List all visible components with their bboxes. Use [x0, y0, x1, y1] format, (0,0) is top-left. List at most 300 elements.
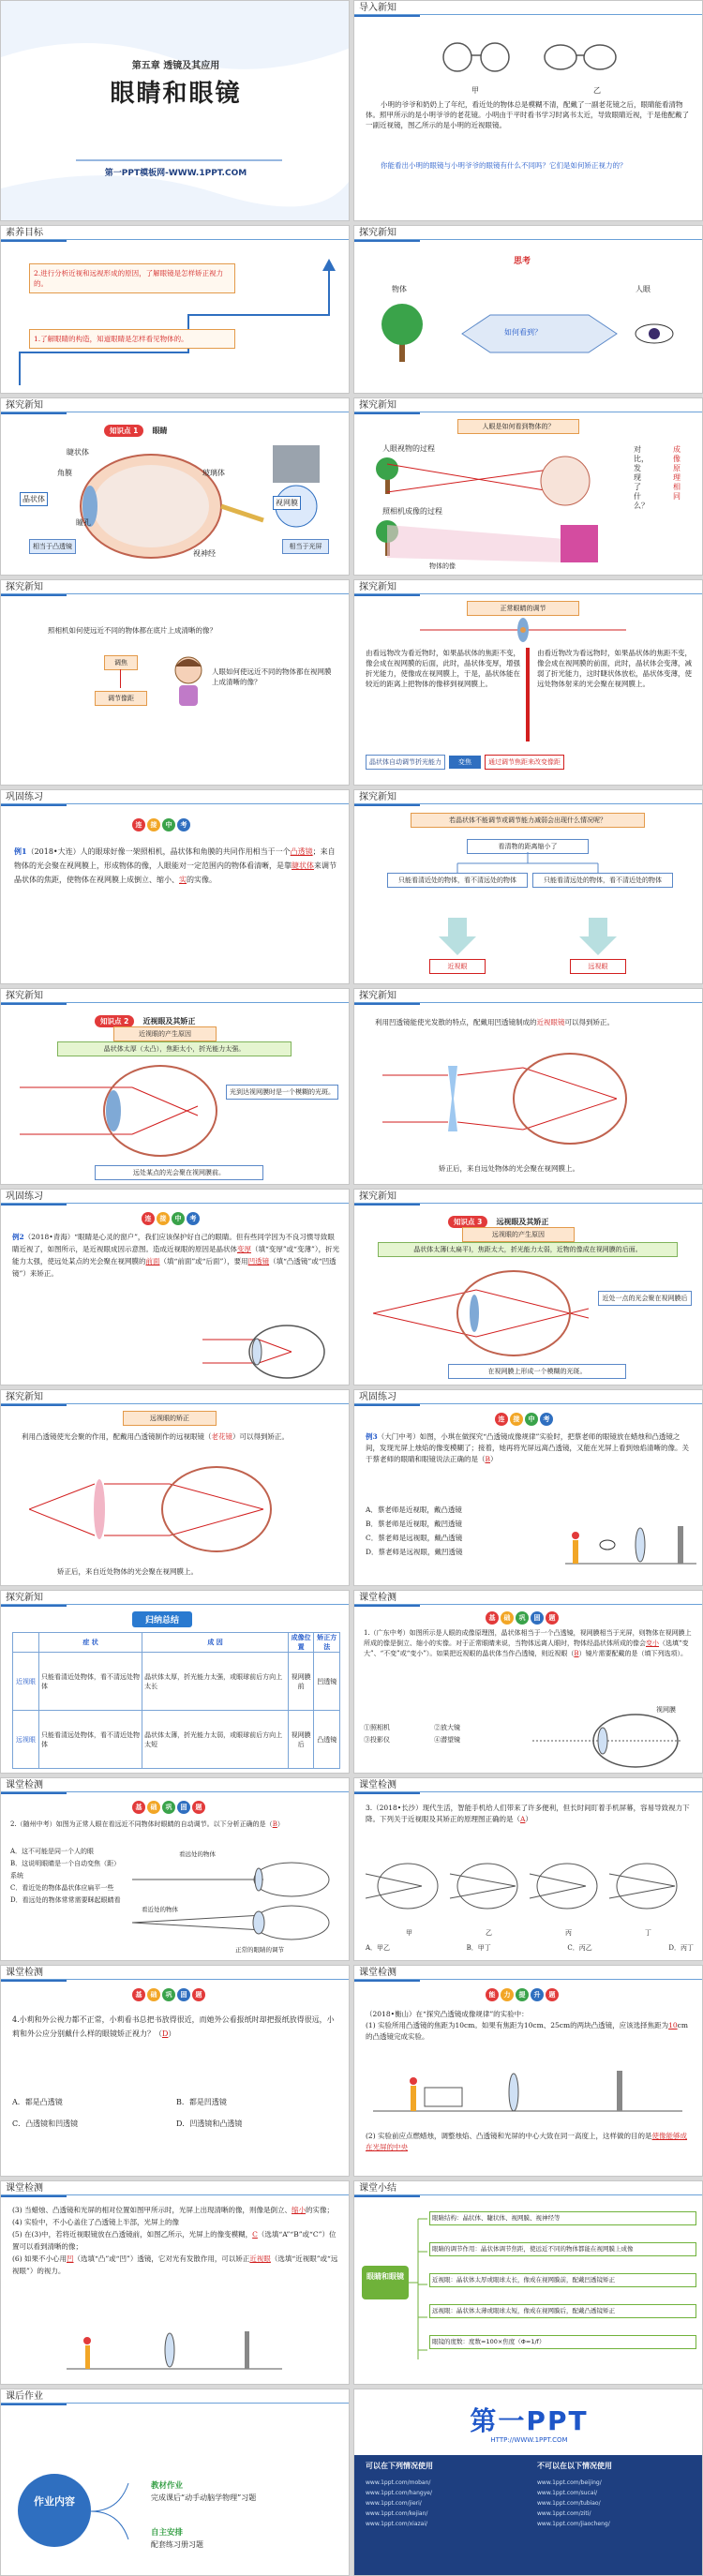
slide-heading: 素养目标 [1, 226, 349, 240]
badge-2: 接 [157, 1212, 170, 1225]
example-source: （大门中考） [377, 1432, 420, 1441]
chip-change-distance: 通过调节焦距来改变像距 [485, 755, 564, 770]
slide-focus-question[interactable] [0, 579, 350, 786]
badge-1: 基 [486, 1611, 499, 1625]
level-badges [486, 1611, 559, 1625]
table-row [13, 1653, 340, 1711]
heading-underline [354, 594, 420, 596]
badge-4: 考 [540, 1413, 553, 1426]
link[interactable]: www.1ppt.com/kejian/ [366, 2510, 428, 2517]
col-allowed-title: 可以在下列情况使用 [366, 2462, 433, 2470]
slide-credits[interactable] [353, 2389, 703, 2576]
level-badges [132, 1801, 205, 1814]
heading-underline [354, 15, 420, 17]
slide-myopia-cause[interactable] [0, 988, 350, 1185]
slide-summary-table[interactable] [0, 1590, 350, 1774]
p4-end: （选填“近视眼”或“远视眼”）的视力。 [12, 2254, 338, 2275]
slide-goals[interactable] [0, 225, 350, 394]
normal-eye-title: 正常眼睛的调节 [467, 601, 579, 616]
near-only-box: 只能看清近处的物体，看不清远处的物体 [387, 873, 528, 888]
cell: 视网膜后 [288, 1711, 314, 1769]
slide-exercise-2[interactable] [0, 1189, 350, 1385]
answer-1: 变厚 [237, 1245, 251, 1253]
abnormal-question: 若晶状体不能调节或调节能力减弱会出现什么情况呢？ [411, 813, 645, 828]
col-correction: 矫正方法 [314, 1633, 340, 1653]
slide-heading: 巩固练习 [1, 790, 349, 804]
summary-title: 归纳总结 [132, 1611, 192, 1627]
option-a[interactable]: A．甲乙 [366, 1944, 391, 1952]
q2-block [366, 2131, 694, 2153]
slide-normal-eye[interactable] [353, 579, 703, 786]
slide-heading: 课堂检测 [354, 1591, 702, 1605]
badge-4: 固 [177, 1988, 190, 2001]
adjust-chain [366, 755, 698, 770]
link[interactable]: www.1ppt.com/beijing/ [537, 2479, 602, 2486]
slide-heading: 课堂小结 [354, 2181, 702, 2195]
badge-1: 基 [132, 1988, 145, 2001]
q-text: 3.（2018•长沙）现代生活，智能手机给人们带来了许多便利，但长时间盯着手机屏幕，容易导致视力下降。下列关于近视眼及其矫正的原理图正确的是（ [366, 1804, 690, 1823]
retina-label: 视网膜 [656, 1706, 676, 1714]
image-label: 物体的像 [429, 562, 456, 570]
answer: B [485, 1455, 491, 1463]
example-text: “眼睛是心灵的窗户”，我们应该保护好自己的眼睛。但有些同学因为不良习惯导致眼睛近视了，如图所示，是近视眼成因示意图。造成近视眼的原因是晶状体 [12, 1233, 335, 1253]
slide-hyperopia-fix[interactable] [0, 1389, 350, 1586]
slide-heading: 课堂检测 [1, 1778, 349, 1792]
q-text: 2.（随州中考）如图为正常人眼在看远近不同物体时眼睛的自动调节。以下分析正确的是（ [10, 1820, 273, 1828]
hyperopia-result: 远视眼 [570, 959, 626, 974]
example-text-4: （填“凸透镜”或“凹透镜”）来矫正。 [12, 1257, 337, 1278]
experiment-question [366, 2009, 694, 2043]
summary-center: 眼睛和眼镜 [362, 2266, 409, 2299]
slide-homework[interactable] [0, 2389, 350, 2576]
slide-check-3[interactable] [353, 1777, 703, 1961]
heading-underline [354, 240, 420, 242]
p1-answer: 缩小 [292, 2206, 307, 2214]
slide-check-6[interactable] [0, 2180, 350, 2385]
p3-text: (5) 在(3)中，若将近视眼镜放在凸透镜前，如图乙所示，光屏上的像变模糊， [12, 2230, 253, 2239]
example-text-2: （填“变厚”或“变薄”），折光能力太强，使远处某点的光会聚在视网膜的 [12, 1245, 340, 1266]
bench-diagram [373, 2059, 682, 2125]
question-2 [10, 1820, 343, 1830]
near-adjust-text: 由看远物改为看近物时，如果晶状体的焦距不变，像会成在视网膜的后面，此时，晶状体变厚，增强折光能力，使像成在视网膜上，于是，晶状体能在较近的距离上把物体的像移到视网膜上。 [366, 649, 520, 688]
title-wave-graphic [1, 1, 350, 221]
option-3[interactable]: ③投影仪 [364, 1736, 390, 1744]
q-end: ） [525, 1815, 532, 1823]
badge-4: 考 [177, 818, 190, 831]
camera-process-label: 照相机成像的过程 [382, 507, 442, 516]
option-b[interactable]: B．都是凹透镜 [176, 2098, 227, 2106]
q-answer: D [162, 2029, 169, 2038]
badge-2: 础 [501, 1611, 514, 1625]
experiment-continued [12, 2204, 340, 2277]
question-3 [366, 1803, 694, 1825]
summary-item: 近视眼：晶状体太厚或眼球太长，像成在视网膜前，配戴凹透镜矫正 [429, 2273, 696, 2287]
q2-answer: 使像能够成在光屏的中央 [366, 2132, 688, 2151]
q-text: 4.小莉和外公视力都不正常，小莉看书总把书放得很近，而她外公看报纸时却把报纸放得很远，小莉和外公应分别戴什么样的眼镜矫正视力？（ [12, 2015, 335, 2038]
p3-answer: C [252, 2230, 258, 2239]
fig-ding: 丁 [645, 1929, 651, 1937]
bracket [409, 2209, 427, 2369]
q-answer: A [520, 1815, 526, 1823]
example-3 [366, 1431, 694, 1465]
example-1 [14, 845, 340, 887]
link[interactable]: www.1ppt.com/sucai/ [537, 2490, 598, 2496]
example-end: ） [490, 1455, 498, 1463]
cell: 远视眼 [13, 1711, 39, 1769]
slide-heading: 探究新知 [1, 1591, 349, 1605]
glasses-illustration [420, 29, 626, 85]
fix-text-1: 利用凹透镜能使光发散的特点，配戴用凹透镜制成的 [375, 1018, 537, 1026]
eye-process-label: 人眼视物的过程 [382, 444, 435, 453]
badge-4: 固 [177, 1801, 190, 1814]
label-cornea: 角膜 [57, 469, 72, 477]
option-c[interactable]: C．丙乙 [567, 1944, 592, 1952]
table-row [13, 1711, 340, 1769]
heading-underline [354, 1980, 420, 1982]
bench-diagram-2 [67, 2322, 282, 2378]
near-label: 看近处的物体 [142, 1906, 178, 1913]
image-distance-box: 调节像距 [95, 691, 147, 706]
p4-answer-1: 凹 [67, 2254, 74, 2263]
cell: 凹透镜 [314, 1653, 340, 1711]
option-b[interactable]: B．甲丁 [466, 1944, 491, 1952]
p2-text: (4) 实验中，不小心盖住了凸透镜上半部，光屏上的像 [12, 2218, 180, 2226]
slide-heading: 探究新知 [354, 989, 702, 1003]
goal-2-text: 2.进行分析近视和远视形成的原因，了解眼镜是怎样矫正视力的。 [34, 269, 224, 288]
brand-logo: 第一PPT [470, 2405, 589, 2436]
option-a[interactable]: A．这不可能是同一个人的眼 [10, 1848, 95, 1855]
note-convex-lens: 相当于凸透镜 [29, 539, 76, 554]
camera-question: 照相机如何使远近不同的物体都在底片上成清晰的像？ [48, 626, 217, 635]
slide-eye-vs-camera[interactable] [353, 397, 703, 576]
badge-3: 提 [516, 1988, 529, 2001]
hyperopia-cause: 晶状体太薄(太扁平)，焦距太大，折光能力太弱，近物的像成在视网膜的后面。 [378, 1242, 678, 1257]
myopia-fix-result: 矫正后，来自远处物体的光会聚在视网膜上。 [439, 1164, 579, 1173]
slide-think[interactable] [353, 225, 703, 394]
heading-underline [1, 804, 67, 806]
link[interactable]: www.1ppt.com/ziti/ [537, 2510, 591, 2517]
answer-2: 前面 [145, 1257, 160, 1266]
slide-heading: 课堂检测 [354, 1778, 702, 1792]
exam-badges [132, 818, 190, 831]
chapter-title: 第五章 透镜及其应用 [131, 61, 220, 71]
answer-2: 睫状体 [292, 861, 314, 870]
col-cause: 成 因 [142, 1633, 289, 1653]
cause-subtitle: 远视眼的产生原因 [462, 1227, 575, 1242]
heading-underline [1, 1792, 67, 1794]
knowledge-point [104, 419, 167, 437]
eye-label: 人眼 [636, 285, 651, 293]
q4-options [12, 2097, 340, 2129]
myopia-small-diagram [202, 1321, 334, 1382]
q-end: ） [277, 1820, 284, 1828]
slide-heading: 探究新知 [354, 790, 702, 804]
fix-text-1: 利用凸透镜使光会聚的作用，配戴用凸透镜制作的远视眼镜（ [22, 1432, 212, 1441]
behind-focus-note: 近处一点的光会聚在视网膜后 [598, 1291, 692, 1306]
q-end: ） [168, 2029, 176, 2038]
answer-1: 凸透镜 [290, 847, 313, 856]
hyperopia-fix-title: 远视眼的矫正 [123, 1411, 217, 1426]
link[interactable]: www.1ppt.com/hangye/ [366, 2490, 432, 2496]
col-forbidden-title: 不可以在以下情况使用 [537, 2462, 612, 2470]
badge-5: 题 [546, 1611, 559, 1625]
hyperopia-fix-text [22, 1431, 331, 1442]
badge-3: 中 [525, 1413, 538, 1426]
badge-3: 巩 [162, 1988, 175, 2001]
slide-heading: 巩固练习 [1, 1190, 349, 1204]
option-a[interactable]: A．蔡老师是近视眼，戴凸透镜 [366, 1505, 462, 1514]
focus-arrow [120, 669, 121, 688]
option-c[interactable]: C．凸透镜和凹透镜 [12, 2119, 79, 2128]
how-see-question: 如何看到？ [504, 328, 542, 337]
link[interactable]: www.1ppt.com/tubiao/ [537, 2500, 601, 2507]
summary-table [12, 1632, 340, 1769]
task-1-desc: 完成课后“动手动脑学物理”习题 [151, 2494, 257, 2502]
heading-underline [1, 1404, 67, 1406]
heading-underline [1, 1204, 67, 1206]
q2-text: (2) 实验前应点燃蜡烛，调整烛焰、凸透镜和光屏的中心大致在同一高度上，这样做的目的是 [366, 2132, 652, 2140]
link[interactable]: www.1ppt.com/jiaocheng/ [537, 2521, 610, 2527]
summary-items [429, 2211, 696, 2349]
heading-underline [1, 1980, 67, 1982]
table-header [13, 1633, 340, 1653]
lesson-title: 眼睛和眼镜 [110, 80, 242, 108]
badge-3: 中 [172, 1212, 185, 1225]
answer-3: 凹透镜 [247, 1257, 270, 1266]
hyperopia-correction-diagram [29, 1460, 310, 1559]
slide-heading: 课堂检测 [1, 1966, 349, 1980]
how-see-bubble: 人眼是如何看到物体的？ [457, 419, 579, 434]
chip-zoom: 变焦 [449, 756, 481, 769]
q-answer-1: 变小 [646, 1640, 659, 1647]
badge-5: 题 [192, 1988, 205, 2001]
q-end: 镜片需要配戴的是（填下列选项）。 [585, 1650, 688, 1657]
front-focus-note: 远处某点的光会聚在视网膜前。 [95, 1165, 263, 1180]
link[interactable]: www.1ppt.com/jieri/ [366, 2500, 422, 2507]
slide-check-4[interactable] [0, 1965, 350, 2177]
brand-url: HTTP://WWW.1PPT.COM [490, 2436, 568, 2444]
option-b[interactable]: B．这说明眼睛是一个自动变焦（距）系统 [10, 1860, 121, 1880]
option-c[interactable]: C．蔡老师是远视眼，戴凸透镜 [366, 1534, 463, 1542]
example-2 [12, 1231, 340, 1280]
p3-end: （选填“A”“B”或“C”）位置可以看到清晰的像； [12, 2230, 337, 2251]
slide-check-5[interactable] [353, 1965, 703, 2177]
heading-underline [1, 412, 67, 414]
q2-options [10, 1846, 123, 1907]
fix-text-2: 可以得到矫正。 [564, 1018, 614, 1026]
badge-3: 巩 [516, 1611, 529, 1625]
slide-exercise-1[interactable] [0, 789, 350, 984]
cell: 视网膜前 [288, 1653, 314, 1711]
kp-title: 近视眼及其矫正 [142, 1017, 196, 1026]
slide-intro[interactable] [353, 0, 703, 221]
example-text: 如图，小琪在做探究“凸透镜成像规律”实验时，把蔡老师的眼镜放在蜡烛和凸透镜之间，发现光屏上烛焰的像变模糊了；接着，她再将光屏远离凸透镜，又能在光屏上看到烛焰清晰的像。关于蔡老师的眼睛和眼镜说法正确的是（ [366, 1432, 689, 1463]
example-text-1: 人的眼球好像一架照相机，晶状体和角膜的共同作用相当于一个 [80, 847, 291, 856]
badge-2: 接 [510, 1413, 523, 1426]
q-intro: （2018•衡山）在“探究凸透镜成像规律”的实验中： [366, 2010, 529, 2018]
homework-lines [91, 2474, 147, 2549]
link[interactable]: www.1ppt.com/xiazai/ [366, 2521, 428, 2527]
p4-mid: （选填“凸”或“凹”）透镜，它对光有发散作用，可以矫正 [73, 2254, 250, 2263]
slide-title[interactable] [0, 0, 350, 221]
label-retina: 视网膜 [273, 496, 301, 510]
heading-underline [354, 1792, 420, 1794]
example-text-2: ；来自物体的光会聚在视网膜上，形成物体的像，人眼能对一定范围内的物体看清晰，是靠 [14, 847, 336, 870]
option-d[interactable]: D．看远处的物体常常需要眯起眼睛看 [10, 1896, 121, 1904]
badge-4: 固 [531, 1611, 544, 1625]
p4-answer-2: 近视眼 [249, 2254, 271, 2263]
slide-heading: 探究新知 [1, 398, 349, 412]
title-decoration [1, 1, 350, 221]
heading-underline [354, 1003, 420, 1005]
slide-summary[interactable] [353, 2180, 703, 2385]
slide-heading: 课后作业 [1, 2389, 349, 2404]
example-source: （2018•大连） [26, 847, 81, 856]
slide-check-2[interactable] [0, 1777, 350, 1961]
badge-1: 基 [132, 1801, 145, 1814]
option-d[interactable]: D．凹透镜和凸透镜 [176, 2119, 243, 2128]
p4-text: (6) 如果不小心用 [12, 2254, 67, 2263]
options [366, 1503, 562, 1559]
example-label: 例1 [14, 846, 27, 856]
eye-lens-diagram [532, 1711, 692, 1772]
intro-paragraph: 小明的爷爷和奶奶上了年纪，看近处的物体总是模糊不清，配戴了一副老花镜之后，眼睛能看清物体。照甲所示的是小明爷爷的老花镜。小明由于平时看书学习时离书太近，导致眼睛近视，于是他配戴了一副近视镜，图乙所示的是小明的近视眼镜。 [366, 100, 689, 129]
badge-2: 力 [501, 1988, 514, 2001]
candle-lens-screen [565, 1517, 696, 1573]
badge-3: 巩 [162, 1801, 175, 1814]
example-text-4: 的实像。 [187, 876, 217, 884]
label-pupil: 瞳孔 [76, 518, 91, 527]
cause-subtitle: 近视眼的产生原因 [113, 1026, 217, 1041]
badge-1: 连 [142, 1212, 155, 1225]
object-label: 物体 [392, 285, 407, 293]
option-c[interactable]: C．看近处的物体晶状体应扁平一些 [10, 1884, 114, 1892]
option-a[interactable]: A．都是凸透镜 [12, 2098, 63, 2106]
option-4[interactable]: ④潜望镜 [434, 1736, 460, 1744]
divider [526, 648, 530, 741]
q3-options [366, 1943, 694, 1954]
blur-note: 光到达视网膜时是一个模糊的光斑。 [226, 1085, 338, 1100]
far-adjust-text: 由看近物改为看远物时，如果晶状体的焦距不变，像会成在视网膜的前面，此时，晶状体会变薄，减弱了折光能力，这时睫状体放松，晶状体变薄，使远处物体射来的光会聚在视网膜上。 [537, 649, 692, 688]
cell: 只能看清近处物体，看不清远处物体 [39, 1653, 142, 1711]
hyperopia-diagram [373, 1266, 589, 1360]
comparison-diagram [368, 455, 621, 572]
chip-auto-adjust: 晶状体自动调节折光能力 [366, 755, 445, 770]
intro-question: 你能看出小明的眼镜与小明爷爷的眼镜有什么不同吗？它们是如何矫正视力的？ [381, 161, 627, 170]
slide-heading: 探究新知 [354, 1190, 702, 1204]
badge-2: 接 [147, 818, 160, 831]
slide-heading: 课堂检测 [354, 1966, 702, 1980]
question-4 [12, 2013, 340, 2041]
think-label: 思考 [514, 257, 531, 266]
slide-check-1[interactable] [353, 1590, 703, 1774]
slide-heading: 探究新知 [354, 580, 702, 594]
label-lens: 晶状体 [20, 492, 48, 506]
option-d[interactable]: D．蔡老师是远视眼，戴凹透镜 [366, 1548, 463, 1556]
option-d[interactable]: D．丙丁 [668, 1944, 694, 1952]
option-1[interactable]: ①照相机 [364, 1724, 390, 1731]
compare-question: 对比，发现了什么？ [634, 445, 649, 510]
heading-underline [354, 2195, 420, 2197]
range-reduced: 看清物的距离缩小了 [467, 839, 589, 854]
cell: 近视眼 [13, 1653, 39, 1711]
link[interactable]: www.1ppt.com/moban/ [366, 2479, 431, 2486]
forbidden-links [537, 2478, 696, 2529]
badge-1: 连 [132, 818, 145, 831]
myopia-result: 近视眼 [429, 959, 486, 974]
normal-eye-caption: 正常的眼睛的调节 [235, 1946, 284, 1954]
kp-badge: 知识点 3 [448, 1216, 487, 1228]
task-2-title: 自主安排 [151, 2528, 184, 2538]
slide-heading: 探究新知 [1, 989, 349, 1003]
slide-heading: 探究新知 [354, 226, 702, 240]
q1-end: cm的凸透镜完成实验。 [366, 2021, 688, 2041]
badge-2: 础 [147, 1988, 160, 2001]
allowed-links [366, 2478, 525, 2529]
myopia-correction-diagram [382, 1047, 664, 1155]
focus-box: 调焦 [104, 655, 138, 670]
myopia-cause: 晶状体太厚（太凸），焦距太小，折光能力太强。 [57, 1041, 292, 1056]
heading-underline [354, 1605, 420, 1607]
summary-item: 远视眼：晶状体太薄或眼球太短，像成在视网膜后，配戴凸透镜矫正 [429, 2304, 696, 2318]
goal-1-text: 1.了解眼睛的构造，知道眼睛是怎样看见物体的。 [34, 335, 188, 343]
q-answer: B [272, 1820, 277, 1828]
slide-heading: 探究新知 [354, 398, 702, 412]
slide-abnormal[interactable] [353, 789, 703, 984]
badge-1: 连 [495, 1413, 508, 1426]
label-ciliary: 睫状体 [67, 448, 89, 457]
slide-heading: 导入新知 [354, 1, 702, 15]
slide-hyperopia-cause[interactable] [353, 1189, 703, 1385]
slide-heading: 巩固练习 [354, 1390, 702, 1404]
note-screen: 相当于光屏 [282, 539, 329, 554]
exam-badges [142, 1212, 200, 1225]
far-label: 看远处的物体 [179, 1850, 216, 1858]
badge-4: 考 [187, 1212, 200, 1225]
p1-end: 的实像； [306, 2206, 335, 2214]
myopia-diagram [20, 1059, 235, 1162]
q-answer-2: B [574, 1650, 579, 1657]
col-symptom: 症 状 [39, 1633, 142, 1653]
goal-1 [29, 329, 235, 349]
summary-item: 眼镜的度数：度数=100×焦度（Φ=1/f） [429, 2335, 696, 2349]
slide-heading: 探究新知 [1, 580, 349, 594]
q-text: 1.（广东中考）如图所示是人眼的成像原理图，晶状体相当于一个凸透镜，视网膜相当于光屏，则物体在视网膜上所成的像是倒立、缩小的实像。对于正常眼睛来说，当物体远离人眼时，物体经晶状体所成的像会 [364, 1629, 692, 1647]
goal-2 [29, 263, 235, 293]
option-b[interactable]: B．蔡老师是近视眼，戴凹透镜 [366, 1520, 463, 1528]
badge-2: 础 [147, 1801, 160, 1814]
heading-underline [354, 1404, 420, 1406]
fix-text-2: ）可以得到矫正。 [232, 1432, 289, 1441]
slide-myopia-fix[interactable] [353, 988, 703, 1185]
kp-title: 远视眼及其矫正 [496, 1218, 549, 1226]
heading-underline [354, 412, 420, 414]
fig-jia: 甲 [406, 1929, 412, 1937]
heading-underline [354, 1204, 420, 1206]
badge-4: 升 [531, 1988, 544, 2001]
far-only-box: 只能看清远处的物体，看不清近处的物体 [532, 873, 673, 888]
footer-text: 第一PPT模板网-WWW.1PPT.COM [104, 169, 247, 178]
slide-exercise-3[interactable] [353, 1389, 703, 1586]
summary-item: 眼睛结构：晶状体、睫状体、视网膜、视神经等 [429, 2211, 696, 2225]
option-2[interactable]: ②放大镜 [434, 1724, 460, 1731]
slide-eye-structure[interactable] [0, 397, 350, 576]
cell: 凸透镜 [314, 1711, 340, 1769]
example-text-3: 来调节晶状体的焦距，使物体在视网膜上成倒立、缩小、 [14, 861, 337, 884]
answer-3: 实 [179, 876, 187, 884]
badge-5: 题 [546, 1988, 559, 2001]
girl-icon [170, 653, 207, 710]
